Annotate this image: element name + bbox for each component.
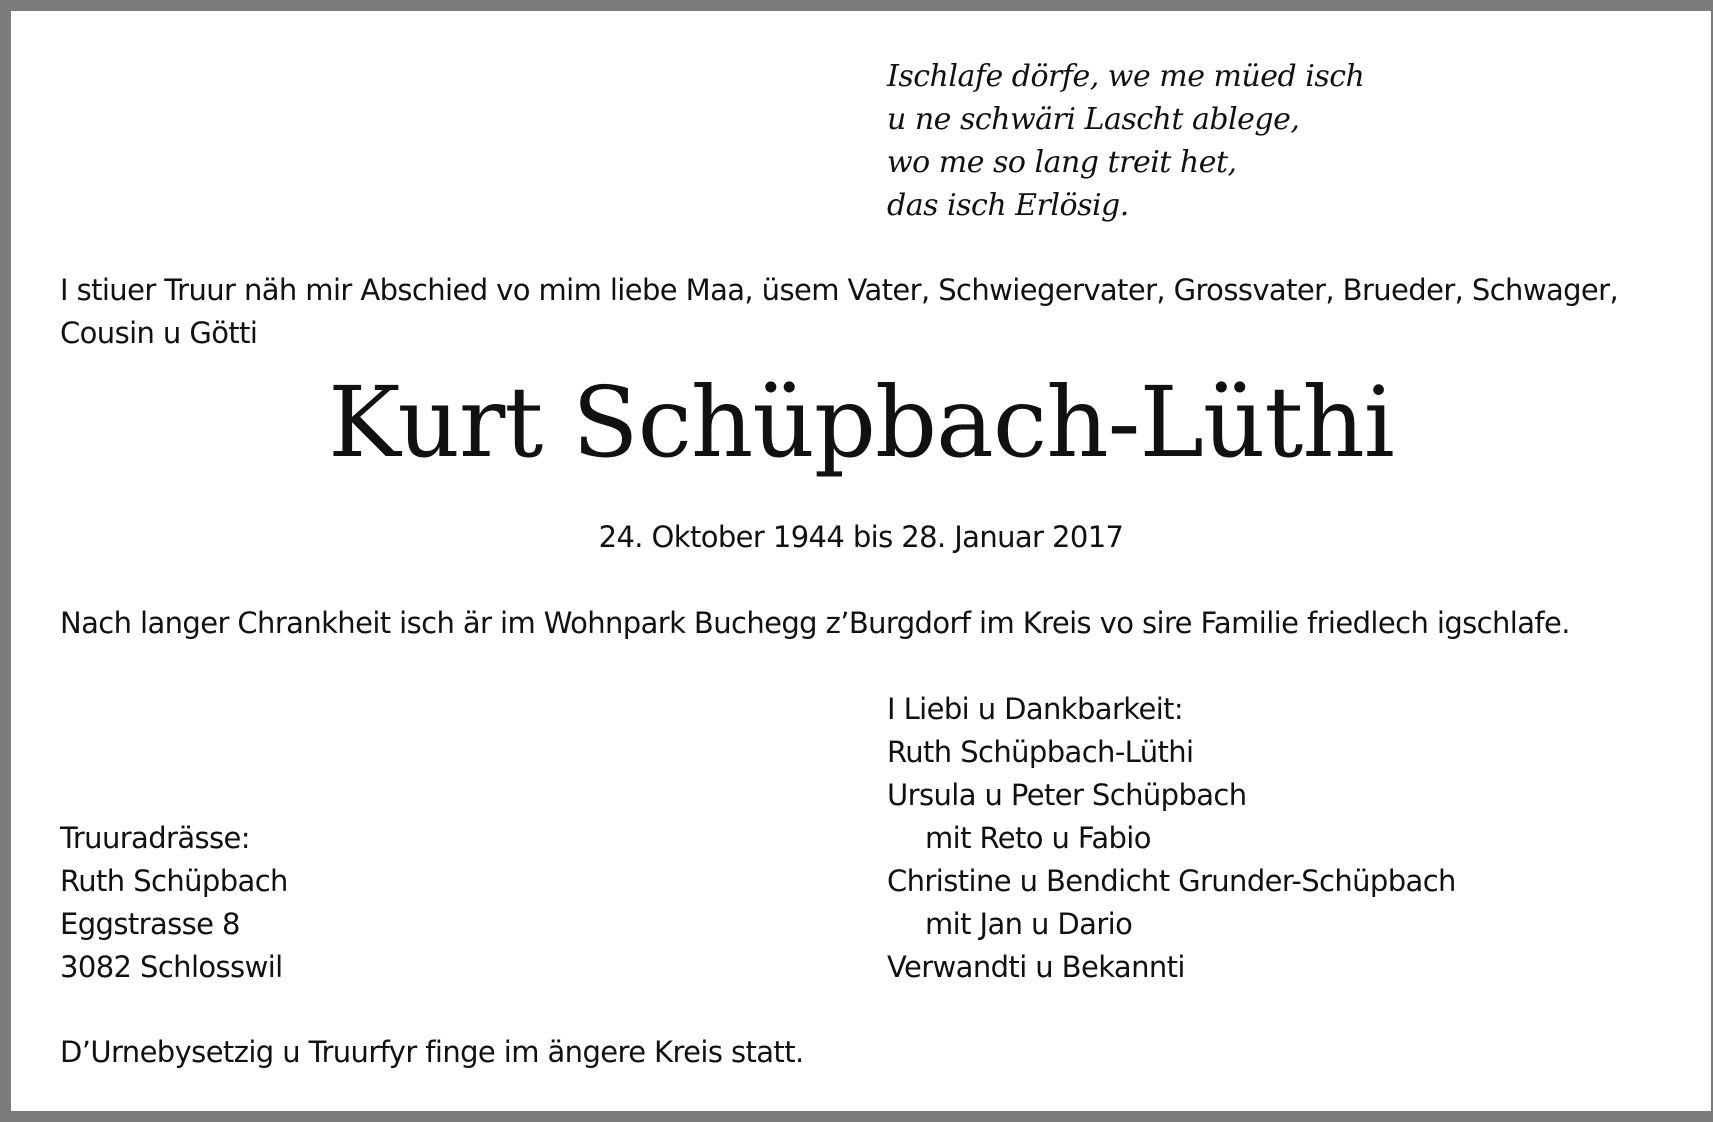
signer-line: Ruth Schüpbach-Lüthi: [887, 735, 1194, 769]
poem-line: das isch Erlösig.: [887, 188, 1129, 223]
life-dates: 24. Oktober 1944 bis 28. Januar 2017: [598, 520, 1124, 554]
signers-heading: I Liebi u Dankbarkeit:: [887, 692, 1184, 726]
address-street: Eggstrasse 8: [60, 907, 240, 941]
signers-block: [887, 688, 1456, 989]
signer-line: mit Jan u Dario: [925, 907, 1133, 941]
death-notice: Nach langer Chrankheit isch är im Wohnpark Buchegg z’Burgdorf im Kreis vo sire Familie friedlech igschlafe.: [60, 606, 1570, 640]
intro-line: I stiuer Truur näh mir Abschied vo mim liebe Maa, üsem Vater, Schwiegervater, Grossvater, Brueder, Schwager,: [60, 273, 1619, 307]
mourning-address: [60, 817, 288, 989]
deceased-name: Kurt Schüpbach-Lüthi: [328, 366, 1394, 479]
signer-line: Verwandti u Bekannti: [887, 950, 1185, 984]
address-name: Ruth Schüpbach: [60, 864, 288, 898]
intro-line: Cousin u Götti: [60, 316, 258, 350]
signer-line: mit Reto u Fabio: [925, 821, 1151, 855]
poem-line: Ischlafe dörfe, we me müed isch: [887, 59, 1365, 94]
poem-line: u ne schwäri Lascht ablege,: [887, 102, 1300, 137]
obituary-notice: [11, 11, 1711, 1111]
intro-text: [60, 269, 1680, 355]
signer-line: Christine u Bendicht Grunder-Schüpbach: [887, 864, 1456, 898]
poem-line: wo me so lang treit het,: [887, 145, 1237, 180]
signer-line: Ursula u Peter Schüpbach: [887, 778, 1247, 812]
poem: [887, 55, 1364, 227]
address-label: Truuradrässe:: [60, 821, 250, 855]
address-city: 3082 Schlosswil: [60, 950, 283, 984]
closing-note: D’Urnebysetzig u Truurfyr finge im ängere Kreis statt.: [60, 1035, 804, 1069]
